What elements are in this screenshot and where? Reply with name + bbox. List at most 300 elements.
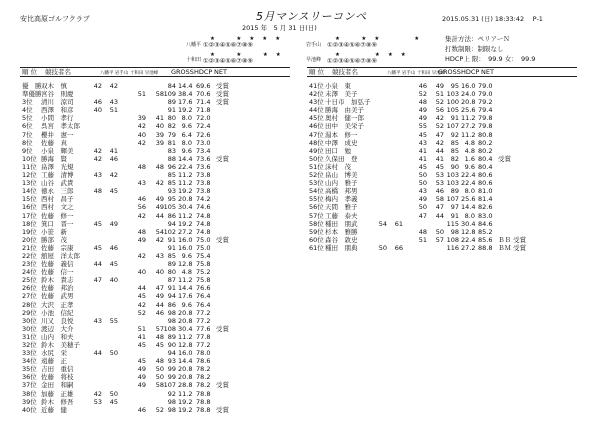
net: 81.4: [478, 195, 493, 204]
hdcp: 12.8: [178, 341, 193, 349]
gross: 97: [450, 203, 459, 212]
net: 78.6: [196, 357, 211, 366]
score-hayachine: 54: [155, 227, 164, 236]
score-hayachine: 49: [155, 195, 164, 204]
score-hayachine: 49: [435, 82, 444, 90]
hdcp: 14.4: [461, 203, 476, 212]
rank: 46位: [309, 122, 324, 131]
net: 75.0: [196, 235, 211, 244]
score-hayachine: 49: [155, 292, 164, 301]
score-towada: 47: [418, 211, 427, 220]
gross: 107: [446, 195, 459, 204]
score-hayachine: 52: [155, 405, 164, 414]
hole-numbers-hachimantai: ①②③④⑤⑥⑦⑧⑨: [203, 41, 253, 49]
score-hayachine: 47: [435, 203, 444, 212]
gross: 89: [450, 187, 459, 196]
score-hachimantai: 53: [93, 397, 102, 406]
hdcp: 30.4: [461, 219, 476, 228]
score-hayachine: 50: [435, 227, 444, 236]
rank: 20位: [22, 235, 37, 244]
rank: 7位: [22, 130, 33, 139]
net: 80.6: [478, 171, 493, 180]
net: 79.4: [478, 106, 493, 115]
score-iwate: 55: [109, 316, 118, 325]
score-hayachine: 40: [155, 122, 164, 131]
net: 75.4: [196, 251, 211, 260]
score-towada: 45: [418, 162, 427, 171]
score-hachimantai: 45: [93, 243, 102, 252]
net: 74.2: [196, 195, 211, 204]
gross: 82: [450, 154, 459, 163]
col-hdcp: HDCP: [461, 68, 480, 76]
score-towada: 39: [137, 114, 146, 123]
gross: 107: [446, 122, 459, 131]
gross: 107: [163, 381, 176, 390]
net: 73.6: [196, 162, 211, 171]
gross: 91: [450, 114, 459, 123]
score-hayachine: 48: [155, 332, 164, 341]
hdcp: 22.4: [461, 179, 476, 188]
gross: 100: [446, 98, 459, 107]
score-iwate: 41: [109, 146, 118, 155]
net: 79.0: [478, 90, 493, 99]
score-iwate: 50: [109, 389, 118, 398]
score-hayachine: 39: [155, 138, 164, 147]
player-name: 金田 和嗣: [41, 381, 74, 390]
player-name: 吉田 重信: [41, 365, 74, 374]
player-name: 田中 美栄子: [325, 122, 364, 131]
hdcp: 8.0: [464, 187, 475, 196]
net: 79.8: [478, 122, 493, 131]
hdcp: 19.2: [178, 397, 193, 406]
player-name: 西澤 和彦: [41, 106, 74, 115]
gross: 93: [167, 187, 176, 196]
gross: 89: [167, 332, 176, 341]
hdcp: 14.4: [178, 357, 193, 366]
col-gross: GROSS: [438, 68, 461, 76]
hdcp: 19.2: [178, 405, 193, 414]
score-iwate: 61: [394, 219, 403, 228]
rank: 10位: [22, 154, 37, 163]
player-name: 清川 涼司: [41, 98, 74, 107]
hdcp: 14.4: [178, 82, 193, 90]
score-hayachine: 47: [435, 130, 444, 139]
player-name: 湯本 修一: [325, 130, 358, 139]
award: 受賞: [216, 235, 229, 244]
player-name: 呉宮 孝太郎: [41, 122, 80, 131]
score-towada: 46: [137, 195, 146, 204]
player-name: 梅内 孝義: [325, 195, 358, 204]
score-towada: 41: [418, 154, 427, 163]
net: 77.6: [196, 324, 211, 333]
player-name: 徳永 三郎: [41, 187, 74, 196]
net: 80.4: [478, 154, 493, 163]
net: 78.8: [196, 389, 211, 398]
rank: 35位: [22, 365, 37, 374]
player-name: 双木 慎: [41, 82, 67, 90]
score-towada: 49: [137, 235, 146, 244]
rank: 61位: [309, 243, 324, 252]
player-name: 森谷 敦史: [325, 235, 358, 244]
net: 85.6: [478, 235, 493, 244]
player-name: 佐藤 武男: [41, 292, 74, 301]
rank: 27位: [22, 292, 37, 301]
gross: 99: [167, 373, 176, 382]
player-name: 山内 和夫: [41, 332, 74, 341]
gross: 105: [163, 203, 176, 212]
net: 77.2: [196, 316, 211, 325]
col-rank: 順 位: [309, 68, 325, 76]
player-name: 勝部 茂: [41, 235, 67, 244]
player-name: 佐藤 宗康: [41, 243, 74, 252]
player-name: 工藤 清博: [41, 171, 74, 180]
hdcp-limit: HDCP上 限： 99.9 女： 99.9: [445, 55, 536, 63]
hdcp: 11.2: [461, 130, 476, 139]
player-name: 小間 孝行: [41, 114, 74, 123]
hdcp: 8.0: [181, 138, 192, 147]
hdcp: 27.2: [461, 243, 476, 252]
print-timestamp: 2015.05.31 (日) 18:33:42 P-1: [442, 15, 543, 23]
hdcp: 4.8: [464, 138, 475, 147]
player-name: 未澤 美子: [325, 90, 358, 99]
score-towada: 42: [137, 211, 146, 220]
col-gross: GROSS: [171, 68, 194, 76]
gross: 88: [167, 154, 176, 163]
rank: 48位: [309, 138, 324, 147]
net: 75.2: [196, 268, 211, 277]
score-towada: 48: [418, 98, 427, 107]
net: 83.0: [478, 211, 493, 220]
hdcp: 4.8: [181, 268, 192, 277]
gross: 94: [167, 349, 176, 358]
score-towada: 40: [137, 268, 146, 277]
hdcp: 20.8: [178, 195, 193, 204]
gross: 98: [450, 227, 459, 236]
event-date: 2015 年 5 月 31 日(日): [242, 24, 317, 32]
rank: 44位: [309, 106, 324, 115]
gross: 91: [167, 235, 176, 244]
rank: 38位: [22, 389, 37, 398]
gross: 103: [446, 171, 459, 180]
gross: 109: [163, 90, 176, 99]
score-towada: 45: [137, 341, 146, 349]
net: 79.2: [478, 98, 493, 107]
rank: 51位: [309, 162, 324, 171]
score-hayachine: 53: [435, 179, 444, 188]
col-name: 競技者名: [332, 68, 358, 76]
col-name: 競技者名: [45, 68, 71, 76]
score-hachimantai: 45: [93, 219, 102, 228]
score-towada: 50: [418, 179, 427, 188]
score-towada: 43: [137, 179, 146, 188]
gross: 108: [446, 235, 459, 244]
rank: 優 勝: [22, 82, 42, 90]
net: 72.0: [196, 114, 211, 123]
score-hayachine: 58: [155, 381, 164, 390]
gross: 95: [167, 195, 176, 204]
score-hayachine: 50: [155, 365, 164, 374]
rank: 36位: [22, 373, 37, 382]
rank: 29位: [22, 308, 37, 317]
score-towada: 55: [418, 122, 427, 131]
player-name: 畠澤 光規: [41, 162, 74, 171]
net: 71.8: [196, 106, 211, 115]
score-hachimantai: 44: [93, 260, 102, 269]
score-hachimantai: 54: [378, 219, 387, 228]
rank: 12位: [22, 171, 37, 180]
hdcp: 20.8: [178, 308, 193, 317]
score-iwate: 42: [109, 82, 118, 90]
award: 受賞: [216, 154, 229, 163]
net: 75.8: [196, 276, 211, 285]
hdcp: 11.2: [178, 179, 193, 188]
player-name: 勝海 賢: [41, 154, 67, 163]
hdcp: 38.4: [178, 90, 193, 99]
score-hayachine: 42: [435, 138, 444, 147]
hdcp: 9.6: [181, 300, 192, 309]
score-hayachine: 46: [155, 308, 164, 317]
gross: 86: [167, 211, 176, 220]
hdcp: 16.0: [461, 82, 476, 90]
hole-numbers-iwate: ①②③④⑤⑥⑦⑧⑨: [327, 41, 377, 49]
rank: 18位: [22, 219, 37, 228]
net: 76.6: [196, 284, 211, 293]
score-hayachine: 41: [435, 154, 444, 163]
col-rank: 順 位: [22, 68, 38, 76]
col-course: 八幡平 岩手山 十和田 早池峰: [100, 71, 159, 76]
score-hayachine: 53: [435, 171, 444, 180]
player-name: 渡辺 大介: [41, 324, 74, 333]
rank: 28位: [22, 300, 37, 309]
player-name: 佐藤 義信: [41, 260, 74, 269]
net: 79.8: [478, 114, 493, 123]
net: 78.2: [196, 373, 211, 382]
rank: 22位: [22, 251, 37, 260]
player-name: 沫村 茂: [325, 162, 351, 171]
hdcp: 12.8: [461, 227, 476, 236]
hdcp: 11.2: [178, 276, 193, 285]
score-towada: 46: [418, 82, 427, 90]
rank: 13位: [22, 179, 37, 188]
hole-numbers-towada: ①②③④⑤⑥⑦⑧⑨: [203, 57, 253, 65]
rank: 54位: [309, 187, 324, 196]
award: 受賞: [216, 90, 229, 99]
score-hayachine: 43: [155, 251, 164, 260]
gross: 82: [167, 122, 176, 131]
net: 73.8: [196, 171, 211, 180]
rank: 6位: [22, 122, 33, 131]
score-towada: 42: [137, 251, 146, 260]
rank: 5位: [22, 114, 33, 123]
gross: 91: [450, 211, 459, 220]
score-hayachine: 57: [155, 324, 164, 333]
score-towada: 42: [137, 122, 146, 131]
player-name: 大沢 正孝: [41, 300, 74, 309]
rank: 31位: [22, 332, 37, 341]
hdcp: 8.0: [181, 114, 192, 123]
net: 80.4: [478, 162, 493, 171]
rank: 41位: [309, 82, 324, 90]
score-hachimantai: 42: [93, 154, 102, 163]
rank: 45位: [309, 114, 324, 123]
score-hayachine: 50: [155, 373, 164, 382]
rank: 16位: [22, 203, 37, 212]
gross: 92: [167, 389, 176, 398]
hdcp: 19.2: [178, 219, 193, 228]
gross: 90: [167, 341, 176, 349]
rank: 56位: [309, 203, 324, 212]
award: 受賞: [216, 82, 229, 90]
score-hayachine: 47: [155, 284, 164, 293]
rank: 47位: [309, 130, 324, 139]
score-iwate: 49: [109, 219, 118, 228]
score-towada: 49: [137, 381, 146, 390]
rank: 30位: [22, 316, 37, 325]
gross: 95: [450, 82, 459, 90]
score-towada: 51: [137, 324, 146, 333]
col-hdcp: HDCP: [194, 68, 213, 76]
score-hayachine: 42: [155, 179, 164, 188]
score-hayachine: 48: [155, 162, 164, 171]
rank: 15位: [22, 195, 37, 204]
gross: 98: [167, 397, 176, 406]
player-name: 鈴木 美穂子: [41, 341, 80, 349]
award: 受賞: [216, 405, 229, 414]
hdcp: 14.4: [178, 154, 193, 163]
gross: 93: [167, 357, 176, 366]
rank: 9位: [22, 146, 33, 155]
rank: 30位: [22, 324, 37, 333]
rank: 21位: [22, 243, 37, 252]
score-towada: 44: [137, 284, 146, 293]
scoring-method: 集計方法：ペリアーＮ: [445, 35, 510, 43]
player-name: 種田 朋典: [325, 243, 358, 252]
score-towada: 49: [418, 106, 427, 115]
gross: 103: [446, 90, 459, 99]
net: 73.6: [196, 154, 211, 163]
gross: 86: [167, 300, 176, 309]
player-name: 箕口 晋一: [41, 219, 74, 228]
player-name: 小泉 輝美: [41, 146, 74, 155]
net: 73.4: [196, 146, 211, 155]
net: 85.2: [478, 227, 493, 236]
net: 74.6: [196, 203, 211, 212]
hidden-holes-iwate: ★ ★★ ★: [335, 36, 428, 42]
net: 74.8: [196, 227, 211, 236]
player-name: 田口 勉: [325, 146, 351, 155]
player-name: 小泉 東: [325, 82, 351, 90]
rank: 32位: [22, 341, 37, 349]
hdcp: 24.0: [461, 90, 476, 99]
gross: 91: [167, 243, 176, 252]
rank: 57位: [309, 211, 324, 220]
gross: 80: [167, 268, 176, 277]
hole-numbers-hayachine: ①②③④⑤⑥⑦⑧⑨: [327, 57, 377, 65]
gross: 115: [446, 219, 459, 228]
player-name: 山谷 武貴: [41, 179, 74, 188]
hole-label-hayachine: 早池峰: [306, 57, 322, 63]
rank: 14位: [22, 187, 37, 196]
player-name: 川又 良悦: [41, 316, 74, 325]
gross: 87: [167, 276, 176, 285]
score-towada: 45: [418, 130, 427, 139]
net: 78.2: [196, 365, 211, 374]
hdcp: 12.8: [178, 260, 193, 269]
score-iwate: 51: [109, 106, 118, 115]
score-towada: 49: [137, 373, 146, 382]
rank: 24位: [22, 268, 37, 277]
score-towada: 49: [137, 365, 146, 374]
rank: 25位: [22, 276, 37, 285]
rank: 60位: [309, 235, 324, 244]
score-iwate: 43: [109, 98, 118, 107]
hdcp: 11.2: [178, 171, 193, 180]
hdcp: 19.2: [178, 106, 193, 115]
hdcp: 30.4: [178, 203, 193, 212]
rank: 19位: [22, 227, 37, 236]
hdcp: 22.4: [461, 171, 476, 180]
player-name: 遠藤 正: [41, 357, 67, 366]
rank: 50位: [309, 154, 324, 163]
score-hachimantai: 48: [93, 187, 102, 196]
hdcp: 28.8: [178, 381, 193, 390]
gross: 89: [167, 98, 176, 107]
hdcp: 30.4: [178, 324, 193, 333]
score-towada: 43: [418, 187, 427, 196]
hole-label-hachimantai: 八幡平: [186, 42, 202, 48]
gross: 81: [167, 138, 176, 147]
score-towada: 50: [418, 203, 427, 212]
hdcp: 9.6: [181, 122, 192, 131]
net: 80.6: [478, 179, 493, 188]
net: 82.6: [478, 203, 493, 212]
score-hayachine: 52: [435, 98, 444, 107]
net: 80.8: [478, 130, 493, 139]
hdcp: 11.2: [178, 332, 193, 341]
score-towada: 52: [418, 90, 427, 99]
player-name: 小笹 新: [41, 227, 67, 236]
gross: 92: [450, 130, 459, 139]
player-name: 小池 信紀: [41, 308, 74, 317]
col-net: NET: [214, 68, 227, 76]
rank: 40位: [22, 405, 37, 414]
score-iwate: 46: [109, 243, 118, 252]
header-left: [20, 67, 290, 77]
hdcp: 9.6: [181, 251, 192, 260]
net: 74.8: [196, 219, 211, 228]
hdcp: 20.8: [178, 365, 193, 374]
hdcp: 22.4: [461, 235, 476, 244]
gross: 105: [446, 106, 459, 115]
score-iwate: 45: [109, 397, 118, 406]
net: 73.0: [196, 138, 211, 147]
net: 75.8: [196, 260, 211, 269]
net: 77.2: [196, 341, 211, 349]
player-name: 近藤 健: [41, 405, 67, 414]
award: ＢＢ 受賞: [498, 235, 527, 244]
net: 78.2: [196, 381, 211, 390]
rank: 42位: [309, 90, 324, 99]
net: 73.8: [196, 187, 211, 196]
hidden-holes-hayachine: ★ ★★★: [335, 52, 414, 58]
hdcp: 20.8: [178, 373, 193, 382]
score-towada: 49: [418, 114, 427, 123]
score-iwate: 40: [109, 276, 118, 285]
score-iwate: 42: [109, 171, 118, 180]
player-name: 山内 雅子: [325, 179, 358, 188]
hole-label-iwate: 岩手山: [306, 42, 322, 48]
score-hayachine: 56: [435, 106, 444, 115]
